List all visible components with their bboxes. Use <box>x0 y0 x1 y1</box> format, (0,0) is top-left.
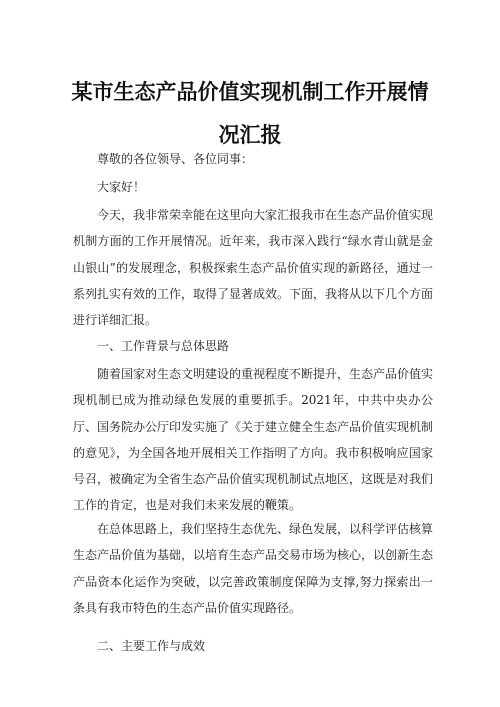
salutation: 尊敬的各位领导、各位同事： <box>97 152 254 166</box>
document-title-line-2: 况汇报 <box>218 123 282 147</box>
document-title-line-1: 某市生态产品价值实现机制工作开展情 <box>71 80 429 104</box>
greeting: 大家好！ <box>97 180 146 194</box>
approach-paragraph: 在总体思路上，我们坚持生态优先、绿色发展，以科学评估核算生态产品价值为基础，以培育生态产品交易市场为核心，以创新生态产品资本化运作为突破，以完善政策制度保障为支撑,努力探索出一条具有我市特色的生态产品价值实现路径。 <box>73 522 434 615</box>
intro-paragraph: 今天，我非常荣幸能在这里向大家汇报我市在生态产品价值实现机制方面的工作开展情况。近年来，我市深入践行“绿水青山就是金山银山”的发展理念，积极探索生态产品价值实现的新路径，通过一系列扎实有效的工作，取得了显著成效。下面，我将从以下几个方面进行详细汇报。 <box>73 208 434 328</box>
section-heading-2: 二、主要工作与成效 <box>97 639 206 653</box>
section-heading-1: 一、工作背景与总体思路 <box>97 339 230 353</box>
background-paragraph: 随着国家对生态文明建设的重视程度不断提升，生态产品价值实现机制已成为推动绿色发展的重要抓手。2021年，中共中央办公厅、国务院办公厅印发实施了《关于建立健全生态产品价值实现机制的意见》，为全国各地开展相关工作指明了方向。我市积极响应国家号召，被确定为全省生态产品价值实现机制试点地区，这既是对我们工作的肯定，也是对我们未来发展的鞭策。 <box>73 367 434 513</box>
